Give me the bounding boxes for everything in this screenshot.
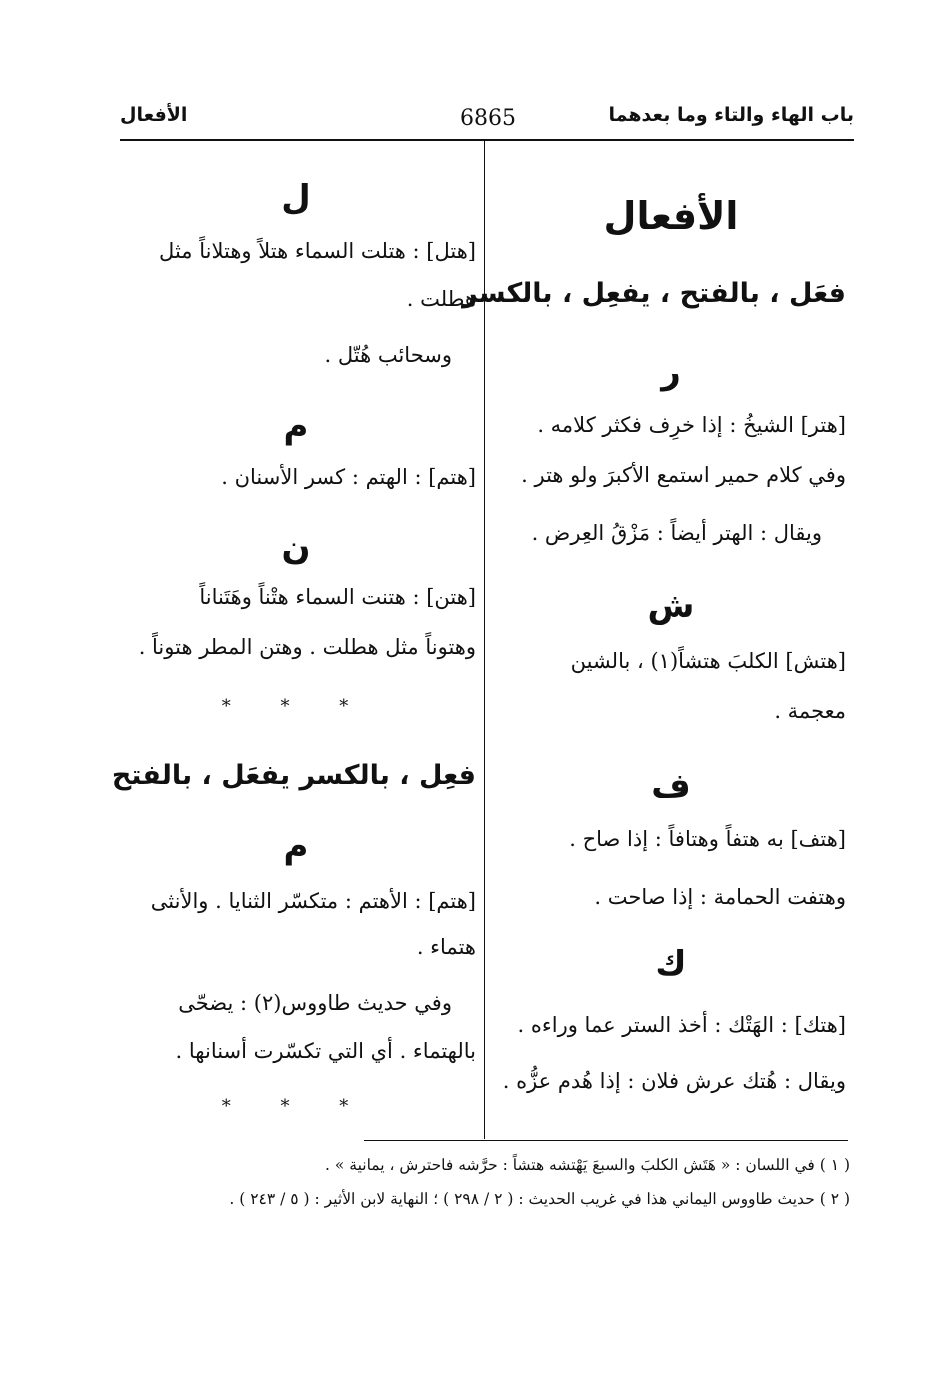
letter-heading: ك [655, 944, 687, 984]
letter-heading: ر [661, 352, 681, 392]
entry-line: [هتل] : هتلت السماء هتلاً وهتلاناً مثل [159, 239, 476, 263]
entry-line: [هتر] الشيخُ : إذا خرِف فكثر كلامه . [537, 413, 846, 437]
entry-line: هطلت . [406, 287, 476, 311]
entry-line: وفي كلام حمير استمع الأكبرَ ولو هتر . [521, 463, 846, 487]
section-separator: * * * [221, 1096, 371, 1117]
verb-pattern-title: فعِل ، بالكسر يفعَل ، بالفتح [111, 760, 476, 791]
main-title: الأفعال [603, 194, 739, 238]
footnote: ( ٢ ) حديث طاووس اليماني هذا في غريب الحديث : ( ٢ / ٢٩٨ ) ؛ النهاية لابن الأثير : ( ٥ / ٢٤٣ ) . [229, 1190, 850, 1208]
entry-line: [هتف] به هتفاً وهتافاً : إذا صاح . [569, 827, 846, 851]
entry-line: [هتم] : الهتم : كسر الأسنان . [221, 465, 476, 489]
entry-line: [هتم] : الأهتم : متكسّر الثنايا . والأنثى [150, 889, 476, 913]
letter-heading: ف [651, 766, 691, 806]
entry-line: ويقال : الهتر أيضاً : مَزْقُ العِرض . [531, 521, 822, 545]
entry-line: ويقال : هُتك عرش فلان : إذا هُدم عزُّه . [502, 1069, 846, 1093]
entry-line: معجمة . [774, 699, 846, 723]
entry-line: وهتفت الحمامة : إذا صاحت . [594, 885, 846, 909]
letter-heading: ن [281, 528, 311, 568]
entry-line: بالهتماء . أي التي تكسّرت أسنانها . [175, 1039, 476, 1063]
verb-pattern-title: فعَل ، بالفتح ، يفعِل ، بالكسر [462, 278, 846, 309]
chapter-title: باب الهاء والتاء وما بعدهما [608, 104, 854, 126]
header-rule [120, 139, 854, 141]
letter-heading: ل [281, 178, 311, 218]
entry-line: [هتك] : الهَتْك : أخذ الستر عما وراءه . [517, 1013, 846, 1037]
page-header [120, 98, 854, 136]
letter-heading: م [283, 406, 309, 446]
entry-line: [هتش] الكلبَ هتشاً(١) ، بالشين [570, 649, 846, 673]
entry-line: [هتن] : هتنت السماء هتْناً وهَتَناناً [199, 585, 476, 609]
section-separator: * * * [221, 696, 371, 717]
page-number: 6865 [460, 106, 516, 131]
footnote-rule [364, 1140, 848, 1141]
entry-line: وسحائب هُتّل . [324, 343, 452, 367]
section-title: الأفعال [120, 104, 188, 126]
entry-line: وفي حديث طاووس(٢) : يضحّى [178, 991, 452, 1015]
letter-heading: ش [647, 586, 695, 626]
letter-heading: م [283, 826, 309, 866]
entry-line: وهتوناً مثل هطلت . وهتن المطر هتوناً . [138, 635, 476, 659]
footnote: ( ١ ) في اللسان : « هَتَش الكلبَ والسبعَ يَهْتشه هتشاً : حرَّشه فاحترش ، يمانية » . [325, 1156, 850, 1174]
entry-line: هتماء . [416, 935, 476, 959]
